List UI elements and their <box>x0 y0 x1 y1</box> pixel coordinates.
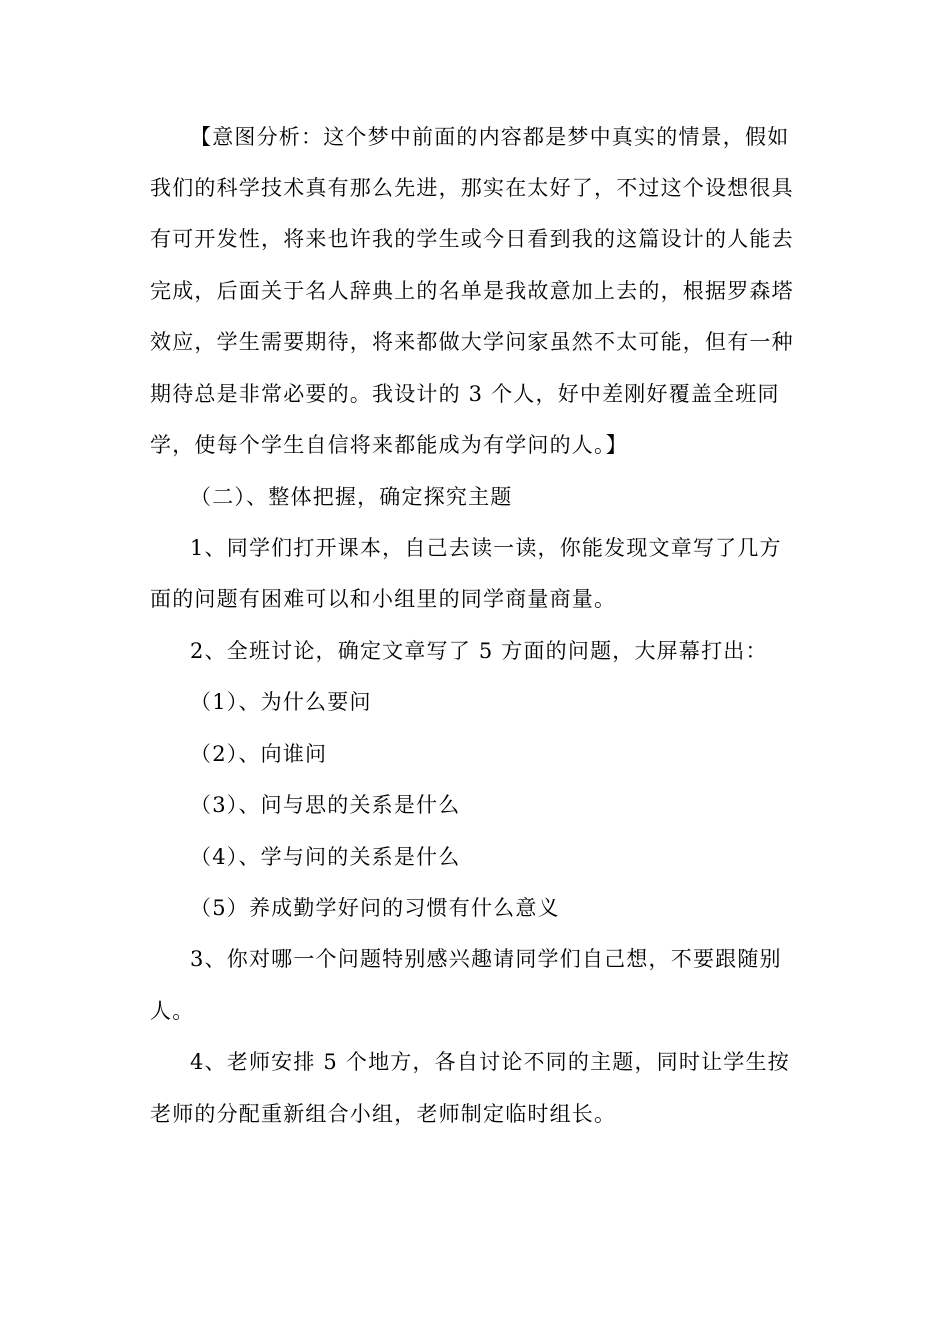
section-heading: （二）、整体把握，确定探究主题 <box>190 485 513 509</box>
step3-line-1: 3、你对哪一个问题特别感兴趣请同学们自己想，不要跟随别 <box>190 947 782 971</box>
step1-line-2: 面的问题有困难可以和小组里的同学商量商量。 <box>150 587 617 611</box>
intent-analysis-line-7: 学，使每个学生自信将来都能成为有学问的人。】 <box>150 433 628 457</box>
step2-item-5: （5）养成勤学好问的习惯有什么意义 <box>190 896 560 920</box>
step2-item-4: （4）、学与问的关系是什么 <box>190 845 461 869</box>
step2-item-3: （3）、问与思的关系是什么 <box>190 793 461 817</box>
intent-analysis-line-2: 我们的科学技术真有那么先进，那实在太好了，不过这个设想很具 <box>150 176 794 200</box>
intent-analysis-line-4: 完成，后面关于名人辞典上的名单是我故意加上去的，根据罗森塔 <box>150 279 794 303</box>
step4-line-2: 老师的分配重新组合小组，老师制定临时组长。 <box>150 1102 617 1126</box>
step3-line-2: 人。 <box>150 999 195 1023</box>
intent-analysis-line-5: 效应，学生需要期待，将来都做大学问家虽然不太可能，但有一种 <box>150 330 794 354</box>
intent-analysis-line-3: 有可开发性，将来也许我的学生或今日看到我的这篇设计的人能去 <box>150 227 794 251</box>
intent-analysis-line-6: 期待总是非常必要的。我设计的 3 个人，好中差刚好覆盖全班同 <box>150 382 780 406</box>
intent-analysis-line-1: 【意图分析：这个梦中前面的内容都是梦中真实的情景，假如 <box>190 125 790 149</box>
step2-line-1: 2、全班讨论，确定文章写了 5 方面的问题，大屏幕打出： <box>190 639 768 663</box>
step1-line-1: 1、同学们打开课本，自己去读一读，你能发现文章写了几方 <box>190 536 782 560</box>
step2-item-1: （1）、为什么要问 <box>190 690 372 714</box>
step4-line-1: 4、老师安排 5 个地方，各自讨论不同的主题，同时让学生按 <box>190 1050 790 1074</box>
step2-item-2: （2）、向谁问 <box>190 742 328 766</box>
